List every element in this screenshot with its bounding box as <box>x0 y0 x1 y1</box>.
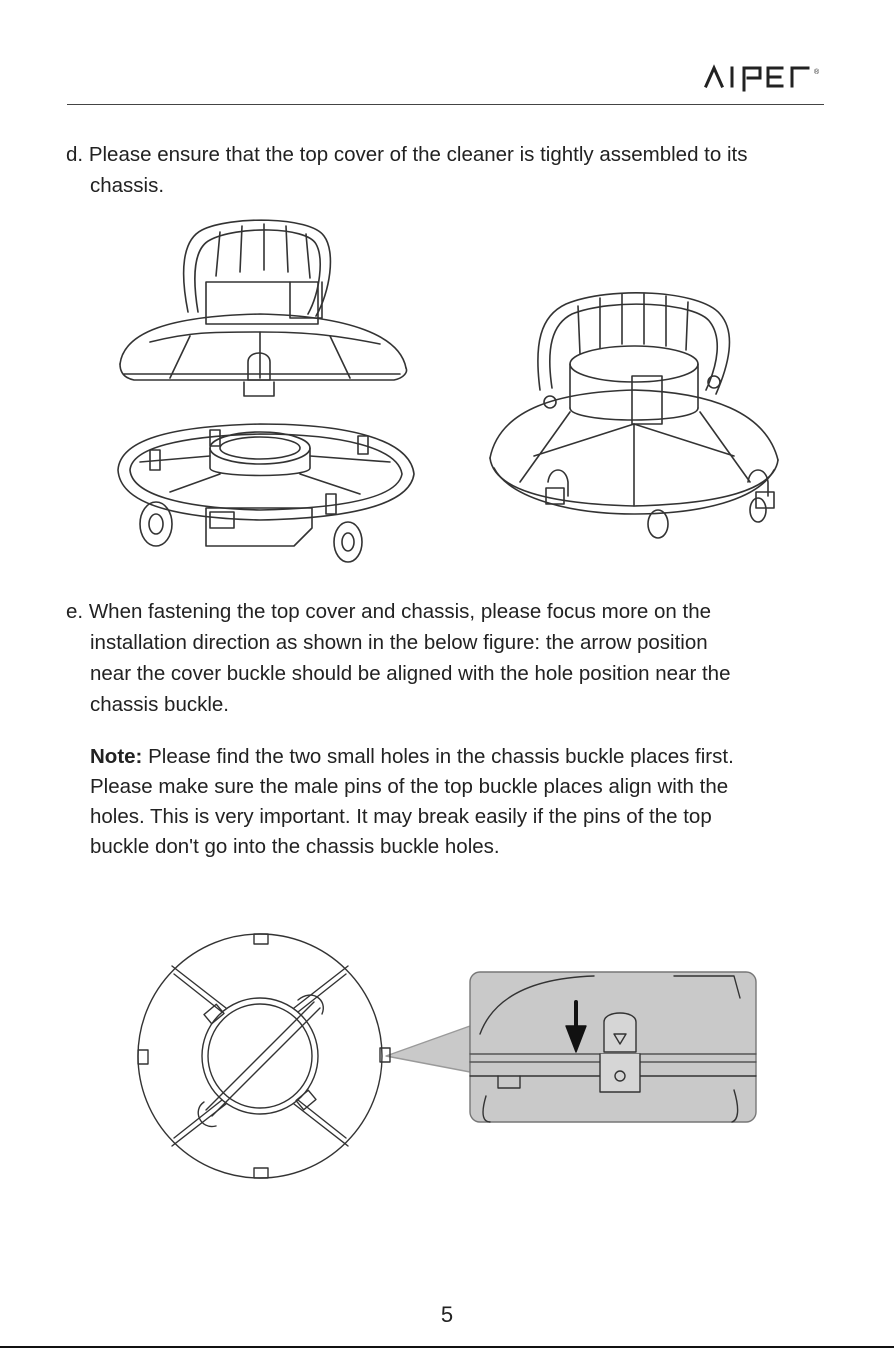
note-line-3: holes. This is very important. It may break easily if the pins of the top <box>90 805 712 828</box>
instruction-e-line-4: chassis buckle. <box>90 693 230 716</box>
svg-text:®: ® <box>814 69 820 76</box>
page-number: 5 <box>440 1302 454 1327</box>
instruction-e <box>66 596 806 720</box>
instruction-d <box>66 139 826 201</box>
instruction-d-marker: d. <box>66 143 84 166</box>
assembled-cleaner-illustration <box>490 293 778 538</box>
note-line-2: Please make sure the male pins of the top buckle places align with the <box>90 775 729 798</box>
instruction-e-marker: e. <box>66 600 84 623</box>
buckle-alignment-figure <box>134 926 766 1188</box>
instruction-d-line-2: chassis. <box>90 174 165 197</box>
instruction-d-line-1: d. Please ensure that the top cover of the cleaner is tightly assembled to its <box>66 143 748 166</box>
footer-divider <box>0 1346 894 1348</box>
note-block <box>90 742 830 862</box>
header-divider <box>67 104 824 105</box>
buckle-detail-illustration <box>470 972 756 1122</box>
note-line-4: buckle don't go into the chassis buckle holes. <box>90 835 500 858</box>
aiper-logo-mark <box>704 64 828 92</box>
instruction-e-line-2: installation direction as shown in the below figure: the arrow position <box>90 631 708 654</box>
aiper-logo <box>704 64 828 92</box>
note-label: Note: <box>90 745 143 768</box>
chassis-illustration <box>118 424 414 562</box>
note-line-1: Note: Please find the two small holes in the chassis buckle places first. <box>90 745 734 768</box>
assembly-figure <box>110 212 800 572</box>
top-view-illustration <box>138 934 390 1178</box>
instruction-e-line-1: e. When fastening the top cover and chassis, please focus more on the <box>66 600 712 623</box>
instruction-e-line-3: near the cover buckle should be aligned with the hole position near the <box>90 662 731 685</box>
top-cover-illustration <box>120 220 407 396</box>
callout-wedge <box>386 1026 470 1072</box>
